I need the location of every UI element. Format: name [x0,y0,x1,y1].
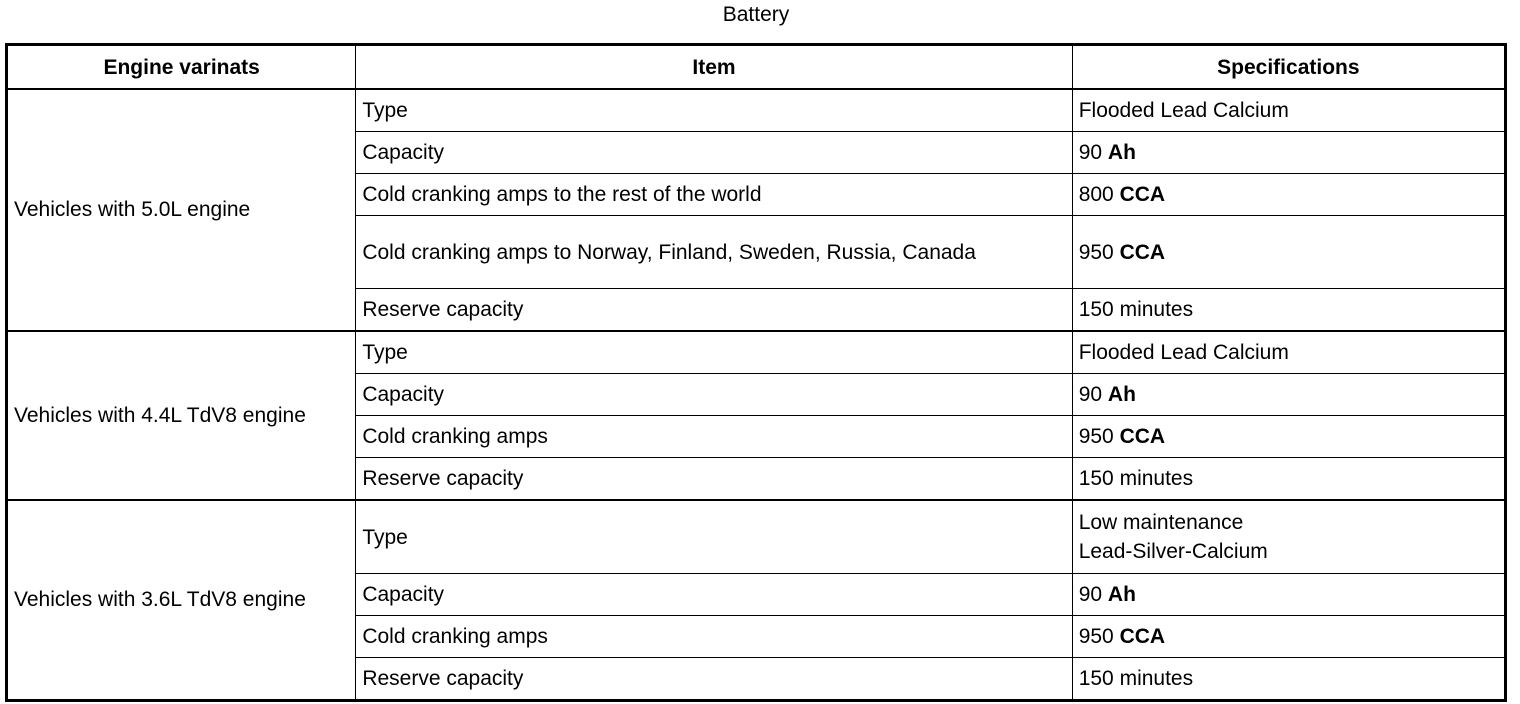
table-row [7,89,1506,132]
spec-value-line2: Lead-Silver-Calcium [1078,540,1268,563]
spec-cell [1072,458,1505,501]
header-engine: Engine varinats [7,45,356,90]
battery-spec-table [5,43,1507,702]
engine-group-3-6l [7,500,1506,701]
spec-cell [1072,174,1505,216]
spec-cell [1072,658,1505,701]
engine-variant-cell: Vehicles with 5.0L engine [7,89,356,331]
spec-unit: CCA [1119,240,1166,264]
spec-value: 800 [1078,183,1114,206]
spec-value: 150 minutes [1078,467,1194,490]
item-cell: Cold cranking amps [356,416,1072,458]
spec-value: 90 [1078,141,1103,164]
spec-value: 950 [1078,240,1114,264]
item-cell: Capacity [356,574,1072,616]
spec-unit: Ah [1107,383,1136,406]
spec-unit: CCA [1119,425,1166,448]
spec-cell [1072,616,1505,658]
spec-cell [1072,331,1505,374]
header-item: Item [356,45,1072,90]
header-spec: Specifications [1072,45,1505,90]
spec-unit: Ah [1107,583,1136,606]
spec-cell [1072,416,1505,458]
spec-cell [1072,89,1505,132]
spec-value: 90 [1078,583,1103,606]
engine-variant-cell: Vehicles with 4.4L TdV8 engine [7,331,356,500]
item-cell: Reserve capacity [356,458,1072,501]
spec-value: Flooded Lead Calcium [1078,341,1289,364]
engine-variant-cell: Vehicles with 3.6L TdV8 engine [7,500,356,701]
spec-value: 150 minutes [1078,667,1194,690]
spec-cell [1072,216,1505,289]
spec-value: Low maintenance [1078,511,1244,534]
table-row [7,331,1506,374]
spec-value: 950 [1078,425,1114,448]
item-cell: Type [356,89,1072,132]
spec-cell [1072,574,1505,616]
item-cell: Cold cranking amps to the rest of the world [356,174,1072,216]
item-cell: Reserve capacity [356,658,1072,701]
spec-cell [1072,374,1505,416]
spec-cell [1072,500,1505,574]
item-cell: Type [356,331,1072,374]
header-row [7,45,1506,90]
item-cell: Reserve capacity [356,289,1072,332]
engine-group-5-0l [7,89,1506,331]
item-cell: Cold cranking amps [356,616,1072,658]
spec-value: 90 [1078,383,1103,406]
table-row [7,500,1506,574]
spec-unit: CCA [1119,183,1166,206]
spec-value: 150 minutes [1078,298,1194,321]
spec-unit: Ah [1107,141,1136,164]
table-caption: Battery [722,3,790,26]
spec-value: Flooded Lead Calcium [1078,99,1289,122]
item-cell: Type [356,500,1072,574]
item-cell: Capacity [356,374,1072,416]
spec-cell [1072,289,1505,332]
spec-unit: CCA [1119,625,1166,648]
spec-value: 950 [1078,625,1114,648]
engine-group-4-4l [7,331,1506,500]
item-cell: Capacity [356,132,1072,174]
item-cell: Cold cranking amps to Norway, Finland, Sweden, Russia, Canada [356,216,1072,289]
spec-cell [1072,132,1505,174]
